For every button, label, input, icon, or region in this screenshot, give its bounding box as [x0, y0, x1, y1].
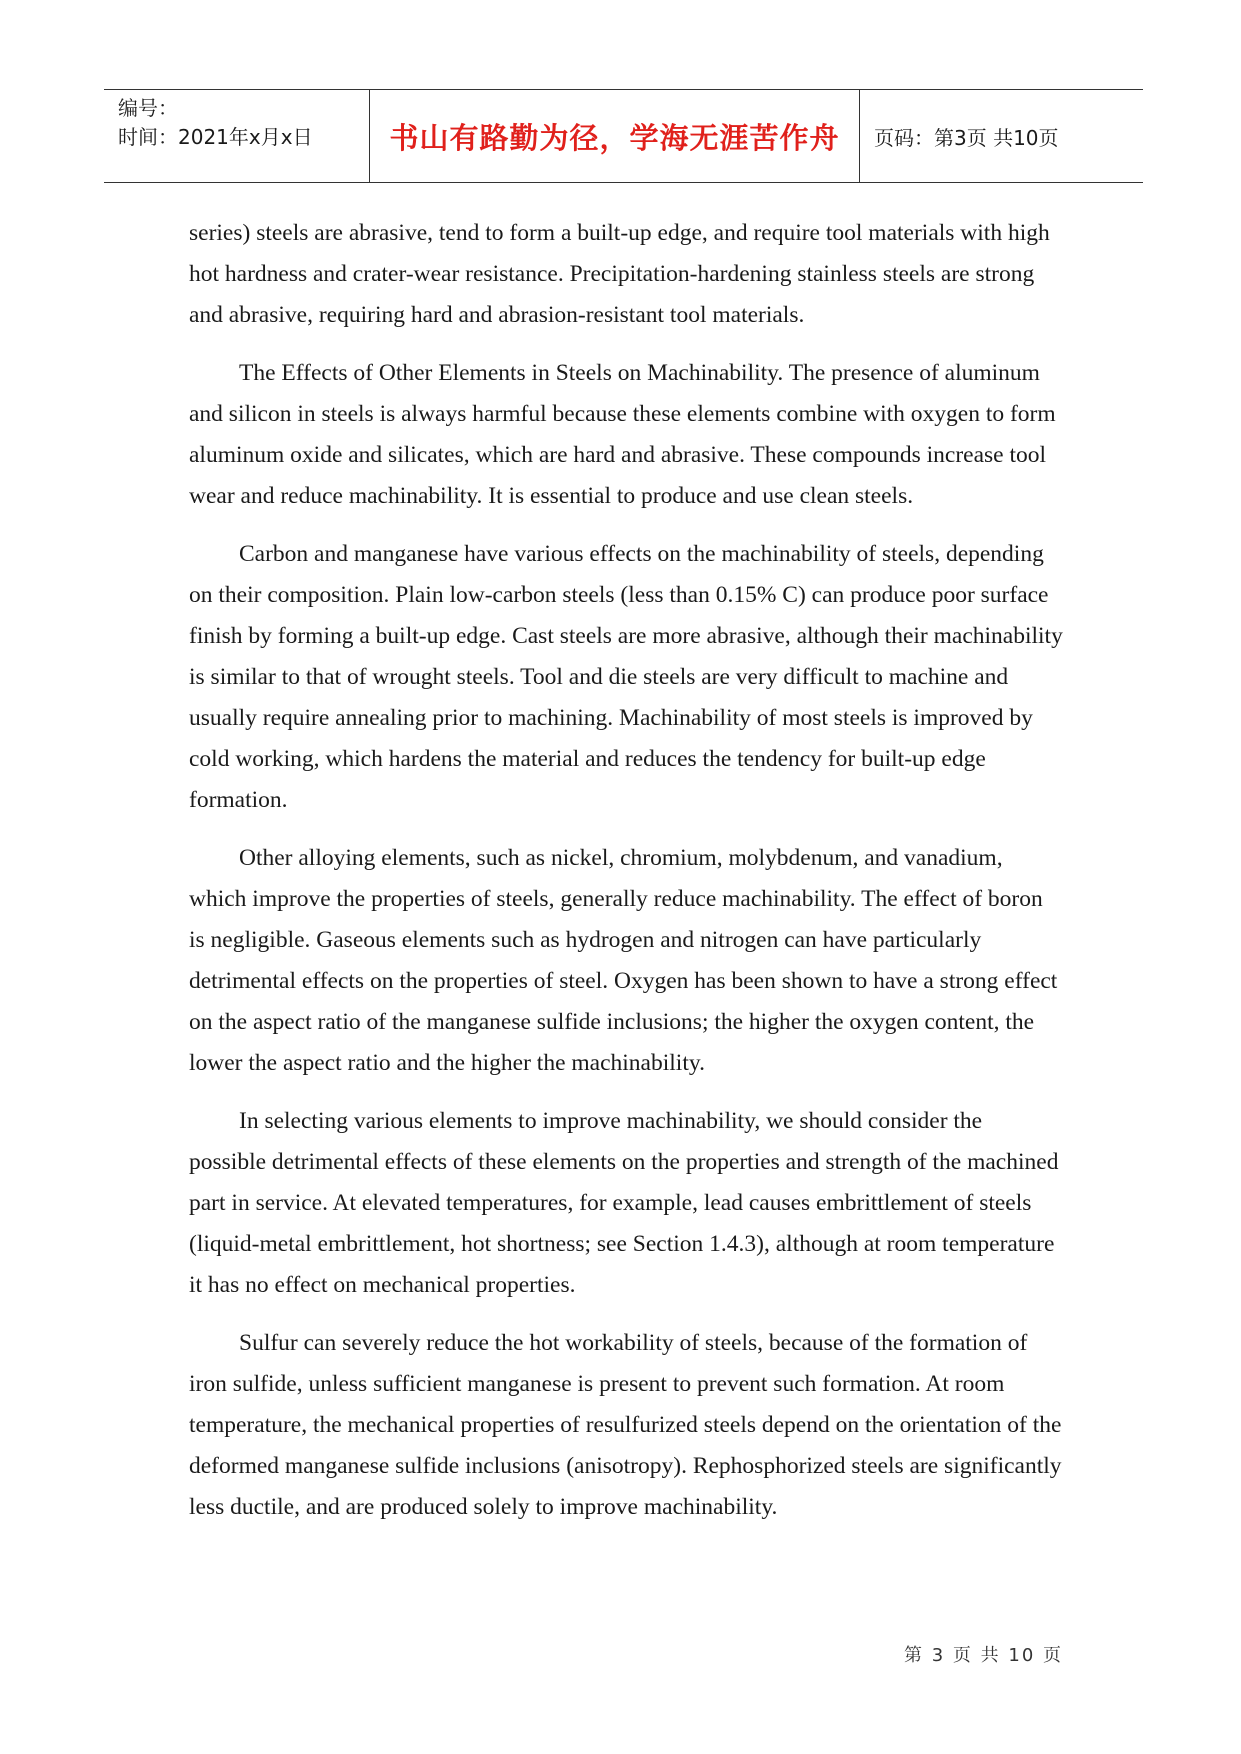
page-header: [104, 89, 1143, 183]
header-meta: [104, 90, 370, 182]
page-footer: [904, 1641, 1063, 1667]
body-paragraph: Other alloying elements, such as nickel, chromium, molybdenum, and vanadium, which improve the properties of steels, generally reduce machinability. The effect of boron is negligible. Gaseous elements such as hydrogen and nitrogen can have particularly detrimental effects on the properties of steel. Oxygen has been shown to have a strong effect on the aspect ratio of the manganese sulfide inclusions; the higher the oxygen content, the lower the aspect ratio and the higher the machinability.: [189, 845, 1058, 1076]
header-motto: [370, 90, 860, 182]
body-paragraph: Carbon and manganese have various effects on the machinability of steels, depending on their composition. Plain low-carbon steels (less than 0.15% C) can produce poor surface finish by forming a built-up edge. Cast steels are more abrasive, although their machinability is similar to that of wrought steels. Tool and die steels are very difficult to machine and usually require annealing prior to machining. Machinability of most steels is improved by cold working, which hardens the material and reduces the tendency for built-up edge formation.: [189, 541, 1063, 813]
body-paragraph: The Effects of Other Elements in Steels on Machinability. The presence of aluminum and silicon in steels is always harmful because these elements combine with oxygen to form aluminum oxide and silicates, which are hard and abrasive. These compounds increase tool wear and reduce machinability. It is essential to produce and use clean steels.: [189, 360, 1056, 509]
document-time-label: 时间：2021年x月x日: [118, 125, 313, 149]
motto-text: 书山有路勤为径，学海无涯苦作舟: [389, 120, 840, 155]
body-paragraph: Sulfur can severely reduce the hot workability of steels, because of the formation of iron sulfide, unless sufficient manganese is present to prevent such formation. At room temperature, the mechanical properties of resulfurized steels depend on the orientation of the deformed manganese sulfide inclusions (anisotropy). Rephosphorized steels are significantly less ductile, and are produced solely to improve machinability.: [189, 1330, 1062, 1520]
body-paragraph: series) steels are abrasive, tend to form a built-up edge, and require tool materials with high hot hardness and crater-wear resistance. Precipitation-hardening stainless steels are strong and abrasive, requiring hard and abrasion-resistant tool materials.: [189, 220, 1050, 328]
document-code-label: 编号：: [118, 96, 178, 120]
page-info-text: 页码：第3页 共10页: [874, 125, 1059, 150]
document-body: [189, 213, 1064, 1545]
header-page-info: [860, 90, 1143, 182]
body-paragraph: In selecting various elements to improve machinability, we should consider the possible detrimental effects of these elements on the properties and strength of the machined part in service. At elevated temperatures, for example, lead causes embrittlement of steels (liquid-metal embrittlement, hot shortness; see Section 1.4.3), although at room temperature it has no effect on mechanical properties.: [189, 1108, 1059, 1298]
footer-page-number: 第 3 页 共 10 页: [904, 1645, 1063, 1666]
